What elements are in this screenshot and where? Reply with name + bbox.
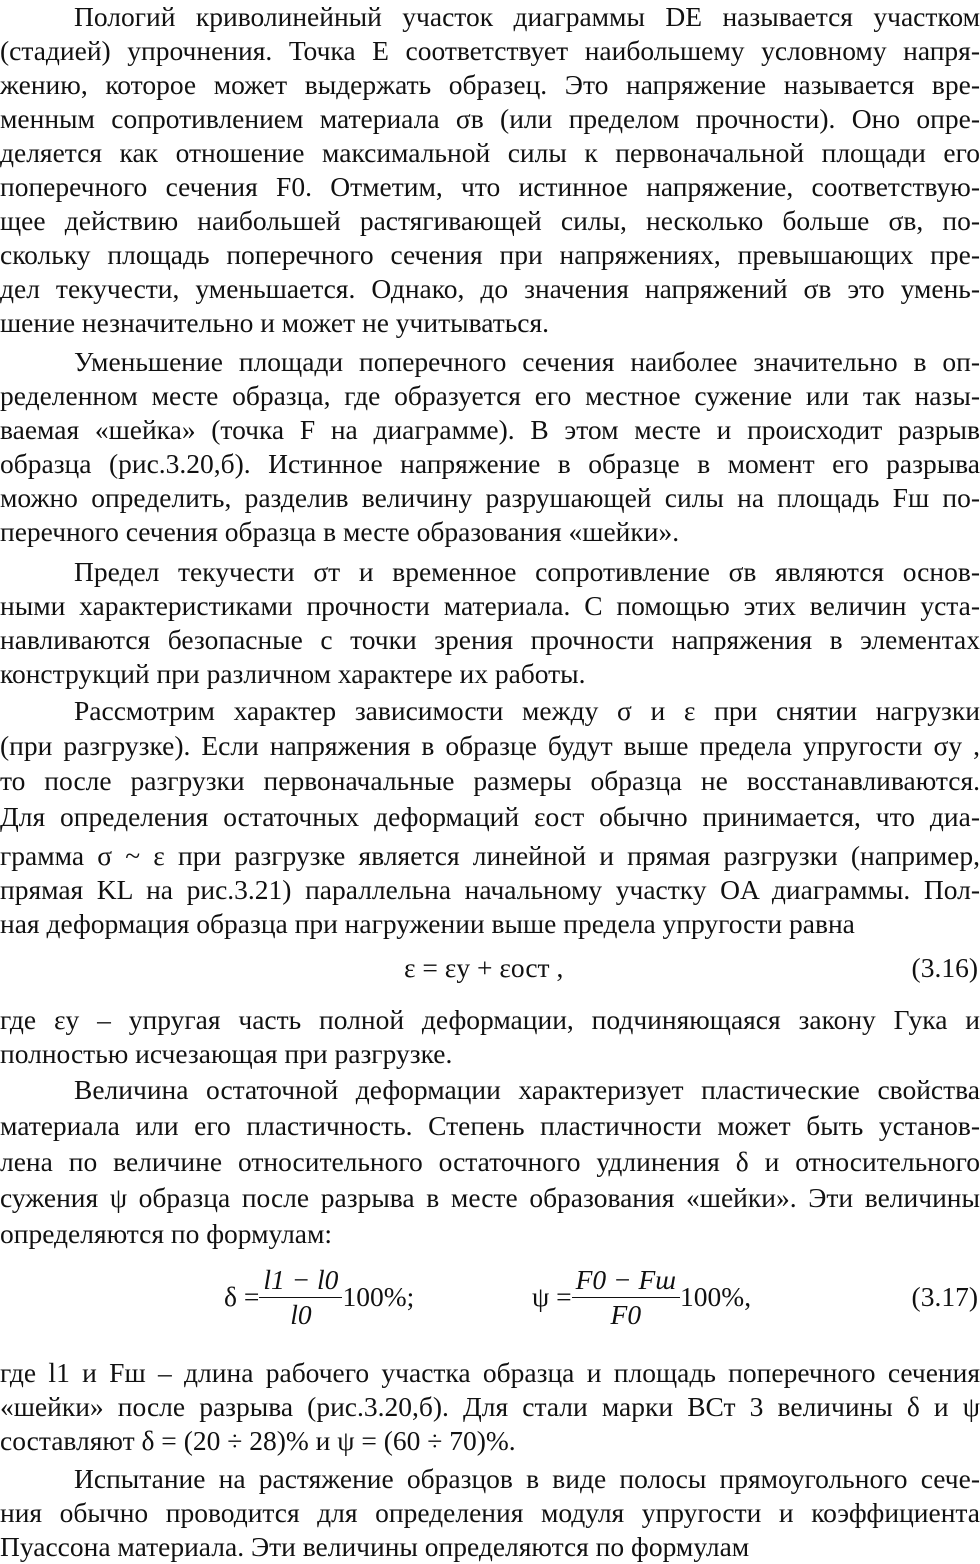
equation-3-16 [0,948,980,988]
text-line: навливаются безопасные с точки зрения прочности напряжения в элементах [0,624,980,655]
text-line: определяются по формулам: [0,1218,333,1249]
text-line: жению, которое может выдержать образец. Это напряжение называется вре- [0,69,980,100]
text-line: образца (рис.3.20,б). Истинное напряжение в образце в момент его разрыва [0,448,980,479]
delta-tail: 100%; [342,1281,415,1312]
delta-denominator: l0 [290,1298,312,1330]
equation-3-17 [0,1258,980,1336]
text-line: Предел текучести σт и временное сопротивление σв являются основ- [74,556,980,587]
text-line: ными характеристиками прочности материала. С помощью этих величин уста- [0,590,980,621]
text-line: ния обычно проводится для определения модуля упругости и коэффициента [0,1497,980,1528]
text-line: Уменьшение площади поперечного сечения наиболее значительно в оп- [74,346,980,377]
text-line: Пологий криволинейный участок диаграммы DE называется участком [74,1,980,32]
text-line: можно определить, разделив величину разрушающей силы на площадь Fш по- [0,482,980,513]
text-line: щее действию наибольшей растягивающей силы, несколько больше σв, по- [0,205,980,236]
psi-tail: 100%, [680,1281,752,1312]
text-line: поперечного сечения F0. Отметим, что истинное напряжение, соответствую- [0,171,980,202]
text-line: Рассмотрим характер зависимости между σ и ε при снятии нагрузки [74,695,980,726]
text-line: где l1 и Fш – длина рабочего участка образца и площадь поперечного сечения [0,1357,980,1388]
text-line: материала или его пластичность. Степень пластичности может быть установ- [0,1110,980,1141]
text-line: «шейки» после разрыва (рис.3.20,б). Для стали марки ВСт 3 величины δ и ψ [0,1391,980,1422]
text-line: сужения ψ образца после разрыва в месте образования «шейки». Эти величины [0,1182,980,1213]
delta-lhs: δ = [224,1281,260,1312]
text-line: Пуассона материала. Эти величины определяются по формулам [0,1531,750,1562]
text-line: ваемая «шейка» (точка F на диаграмме). В этом месте и происходит разрыв [0,414,980,445]
equation-formula: ε = εу + εост , [404,952,564,983]
psi-fraction [572,1263,680,1332]
delta-fraction [259,1263,342,1332]
text-line: ная деформация образца при нагружении выше предела упругости равна [0,908,855,939]
text-line: полностью исчезающая при разгрузке. [0,1038,453,1069]
equation-number: (3.17) [911,1281,978,1312]
text-line: (стадией) упрочнения. Точка E соответствует наибольшему условному напря- [0,35,980,66]
text-line: дел текучести, уменьшается. Однако, до значения напряжений σв это умень- [0,273,980,304]
text-line: конструкций при различном характере их работы. [0,658,586,689]
text-line: скольку площадь поперечного сечения при напряжениях, превышающих пре- [0,239,980,270]
equation-number: (3.16) [911,952,978,983]
text-line: ределенном месте образца, где образуется его местное сужение или так назы- [0,380,980,411]
text-line: где εу – упругая часть полной деформации, подчиняющаяся закону Гука и [0,1004,980,1035]
text-line: шение незначительно и может не учитываться. [0,307,550,338]
text-line: перечного сечения образца в месте образования «шейки». [0,516,680,547]
text-line: грамма σ ~ ε при разгрузке является линейной и прямая разгрузки (например, [0,840,980,871]
text-line: прямая KL на рис.3.21) параллельна начальному участку OA диаграммы. Пол- [0,874,980,905]
psi-denominator: F0 [610,1298,642,1330]
text-line: то после разгрузки первоначальные размеры образца не восстанавливаются. [0,765,980,796]
text-line: менным сопротивлением материала σв (или пределом прочности). Оно опре- [0,103,980,134]
text-line: деляется как отношение максимальной силы к первоначальной площади его [0,137,980,168]
text-line: Для определения остаточных деформаций εост обычно принимается, что диа- [0,801,980,832]
psi-formula [532,1258,751,1336]
psi-lhs: ψ = [532,1281,572,1312]
text-line: Величина остаточной деформации характеризует пластические свойства [74,1074,980,1105]
delta-formula [224,1258,414,1336]
text-line: лена по величине относительного остаточного удлинения δ и относительного [0,1146,980,1177]
text-line: Испытание на растяжение образцов в виде полосы прямоугольного сече- [74,1463,980,1494]
psi-numerator: F0 − Fш [572,1263,680,1298]
delta-numerator: l1 − l0 [259,1263,342,1298]
text-line: составляют δ = (20 ÷ 28)% и ψ = (60 ÷ 70)%. [0,1425,516,1456]
text-line: (при разгрузке). Если напряжения в образце будут выше предела упругости σу , [0,730,980,761]
